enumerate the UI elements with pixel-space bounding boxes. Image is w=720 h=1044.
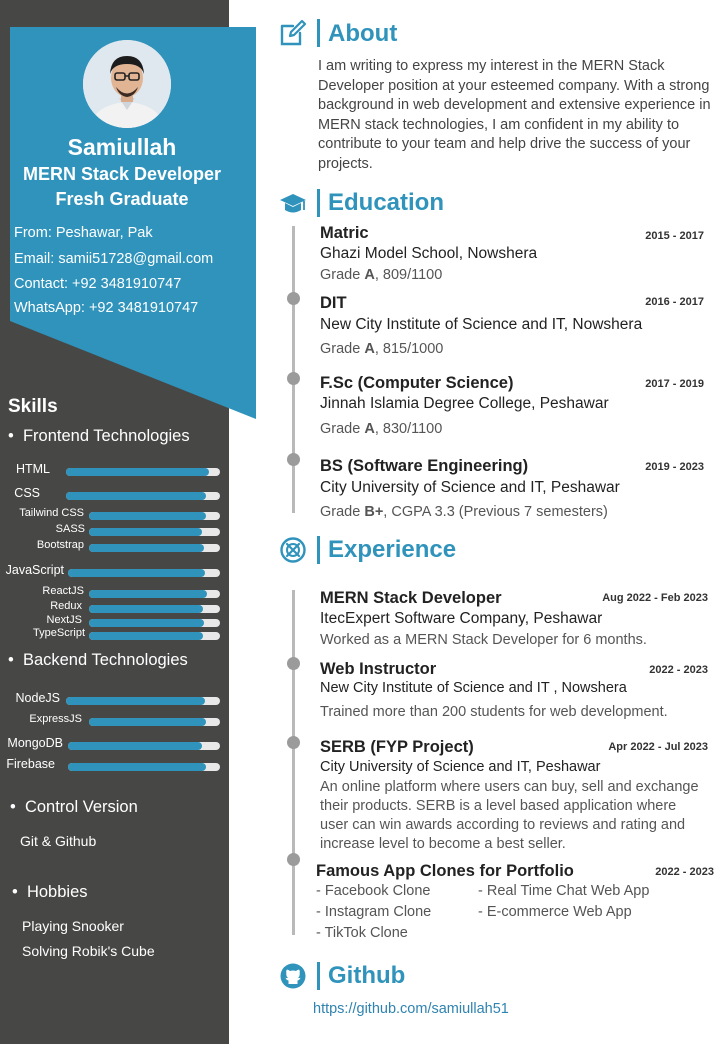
timeline-dot [287,453,300,466]
frontend-heading: • Frontend Technologies [8,427,190,445]
skills-heading: Skills [8,396,58,417]
skill-bar [66,492,220,500]
desc-line: user can win awards according to reviews and rating and [320,817,686,833]
education-date: 2015 - 2017 [645,230,704,242]
skill-bar-fill [66,697,205,705]
experience-timeline [292,590,295,935]
clones-date: 2022 - 2023 [655,866,714,878]
desc-line: their products. SERB is a level based application where [320,798,677,814]
desc-line: An online platform where users can buy, sell and exchange [320,779,699,795]
experience-desc: Worked as a MERN Stack Developer for 6 months. [320,632,647,648]
grade-prefix: Grade [320,504,365,520]
about-text: I am writing to express my interest in the MERN Stack Developer position at your esteemed company. With a strong background in web development and extensive experience in MERN stack technologies, I am confident in my ability to contribute to your team and help drive the success of your projects. [318,58,711,172]
education-title: DIT [320,294,347,312]
experience-org: City University of Science and IT, Peshawar [320,759,601,775]
clone-item: - Real Time Chat Web App [478,883,650,899]
skill-bar-fill [89,528,202,536]
skill-label: ReactJS [42,585,84,597]
skill-label: CSS [14,486,40,500]
skill-bar [89,605,220,613]
github-icon [279,962,307,990]
education-date: 2016 - 2017 [645,296,704,308]
skill-bar [89,528,220,536]
profile-status: Fresh Graduate [55,189,189,209]
skill-label: MongoDB [7,736,63,750]
grade-value: A [364,267,375,283]
skill-bar [89,512,220,520]
about-heading: About [328,20,398,47]
hobby-item: Solving Robik's Cube [22,943,155,959]
skill-bar-fill [89,632,203,640]
experience-title: MERN Stack Developer [320,589,502,607]
edit-icon [279,19,307,47]
hobbies-heading: • Hobbies [12,883,88,901]
control-version-heading: • Control Version [10,798,138,816]
clone-item: - Facebook Clone [316,883,431,899]
contact-email[interactable]: Email: samii51728@gmail.com [14,251,214,267]
skill-label: Firebase [6,757,55,771]
timeline-dot [287,292,300,305]
education-date: 2017 - 2019 [645,378,704,390]
experience-date: Apr 2022 - Jul 2023 [608,741,708,753]
skill-bar-fill [89,512,206,520]
education-school: City University of Science and IT, Peshawar [320,479,620,496]
skill-bar [68,742,220,750]
grade-suffix: , 830/1100 [374,421,443,437]
timeline-dot [287,372,300,385]
profile-role: MERN Stack Developer [22,164,222,184]
skill-label: NextJS [46,614,82,626]
experience-heading: Experience [328,536,457,563]
clone-item: - TikTok Clone [316,925,408,941]
profile-name: Samiullah [67,134,177,160]
timeline-dot [287,853,300,866]
frontend-heading-label: Frontend Technologies [22,427,190,445]
grade-prefix: Grade [320,421,365,437]
about-divider [317,19,320,47]
grade-suffix: , 815/1000 [374,341,444,357]
education-school: New City Institute of Science and IT, Nowshera [320,316,643,333]
graduation-cap-icon [279,190,307,218]
skill-bar [66,468,220,476]
control-version-label: Control Version [24,798,138,816]
skill-bar [89,544,220,552]
contact-phone[interactable]: Contact: +92 3481910747 [14,276,182,292]
experience-title: Web Instructor [320,660,437,678]
education-timeline [292,226,295,513]
skill-label: NodeJS [15,691,60,705]
education-date: 2019 - 2023 [645,461,704,473]
timeline-dot [287,657,300,670]
skill-label: Redux [50,600,82,612]
skill-label: Bootstrap [36,539,84,551]
experience-org: New City Institute of Science and IT , Nowshera [320,680,627,696]
skill-label: HTML [15,462,50,476]
experience-date: Aug 2022 - Feb 2023 [602,592,708,604]
github-link[interactable]: https://github.com/samiullah51 [313,1001,509,1017]
education-grade [320,504,608,520]
education-grade [320,341,443,357]
clone-item: - Instagram Clone [316,904,432,920]
skill-bar [89,590,220,598]
grade-value: A [364,421,375,437]
education-divider [317,189,320,217]
skill-bar [89,632,220,640]
avatar [83,40,171,128]
skill-bar-fill [89,605,203,613]
skill-bar-fill [89,590,207,598]
tools-icon [279,536,307,564]
control-version-item: Git & Github [20,833,97,849]
clone-item: - E-commerce Web App [478,904,632,920]
skill-label: ExpressJS [29,713,82,725]
grade-suffix: , 809/1100 [374,267,443,283]
grade-value: A [364,341,375,357]
education-grade [320,267,442,283]
skill-label: SASS [55,523,85,535]
experience-divider [317,536,320,564]
hobbies-heading-label: Hobbies [26,883,88,901]
timeline-dot [287,736,300,749]
skill-bar-fill [66,468,209,476]
education-title: BS (Software Engineering) [320,457,529,475]
skill-bar-fill [68,763,206,771]
education-title: F.Sc (Computer Science) [320,374,514,392]
hobby-item: Playing Snooker [22,918,124,934]
education-grade [320,421,442,437]
experience-org: ItecExpert Software Company, Peshawar [320,610,603,627]
github-heading: Github [328,962,406,989]
skill-bar-fill [89,718,206,726]
skill-bar-fill [68,742,202,750]
skill-bar [68,763,220,771]
clones-title: Famous App Clones for Portfolio [316,862,574,880]
backend-heading: • Backend Technologies [8,651,188,669]
grade-prefix: Grade [320,341,365,357]
backend-heading-label: Backend Technologies [22,651,188,669]
skill-bar-fill [68,569,205,577]
skill-bar [66,697,220,705]
skill-label: TypeScript [33,627,85,639]
skill-bar [89,619,220,627]
skill-bar [89,718,220,726]
skill-label: Tailwind CSS [19,507,84,519]
experience-title: SERB (FYP Project) [320,738,474,756]
github-divider [317,962,320,990]
experience-desc: Trained more than 200 students for web development. [320,704,668,720]
skill-bar [68,569,220,577]
grade-prefix: Grade [320,267,365,283]
experience-date: 2022 - 2023 [649,664,708,676]
contact-whatsapp[interactable]: WhatsApp: +92 3481910747 [14,300,199,316]
grade-suffix: , CGPA 3.3 (Previous 7 semesters) [383,504,608,520]
education-heading: Education [328,189,445,216]
education-title: Matric [320,224,369,242]
skill-bar-fill [66,492,206,500]
desc-line: increase level to become a best seller. [320,836,566,852]
education-school: Jinnah Islamia Degree College, Peshawar [320,395,609,412]
skill-bar-fill [89,544,204,552]
experience-desc [320,778,720,854]
skill-bar-fill [89,619,204,627]
education-school: Ghazi Model School, Nowshera [320,245,538,262]
contact-from: From: Peshawar, Pak [14,225,153,241]
skill-label: JavaScript [5,563,64,577]
grade-value: B+ [364,504,384,520]
